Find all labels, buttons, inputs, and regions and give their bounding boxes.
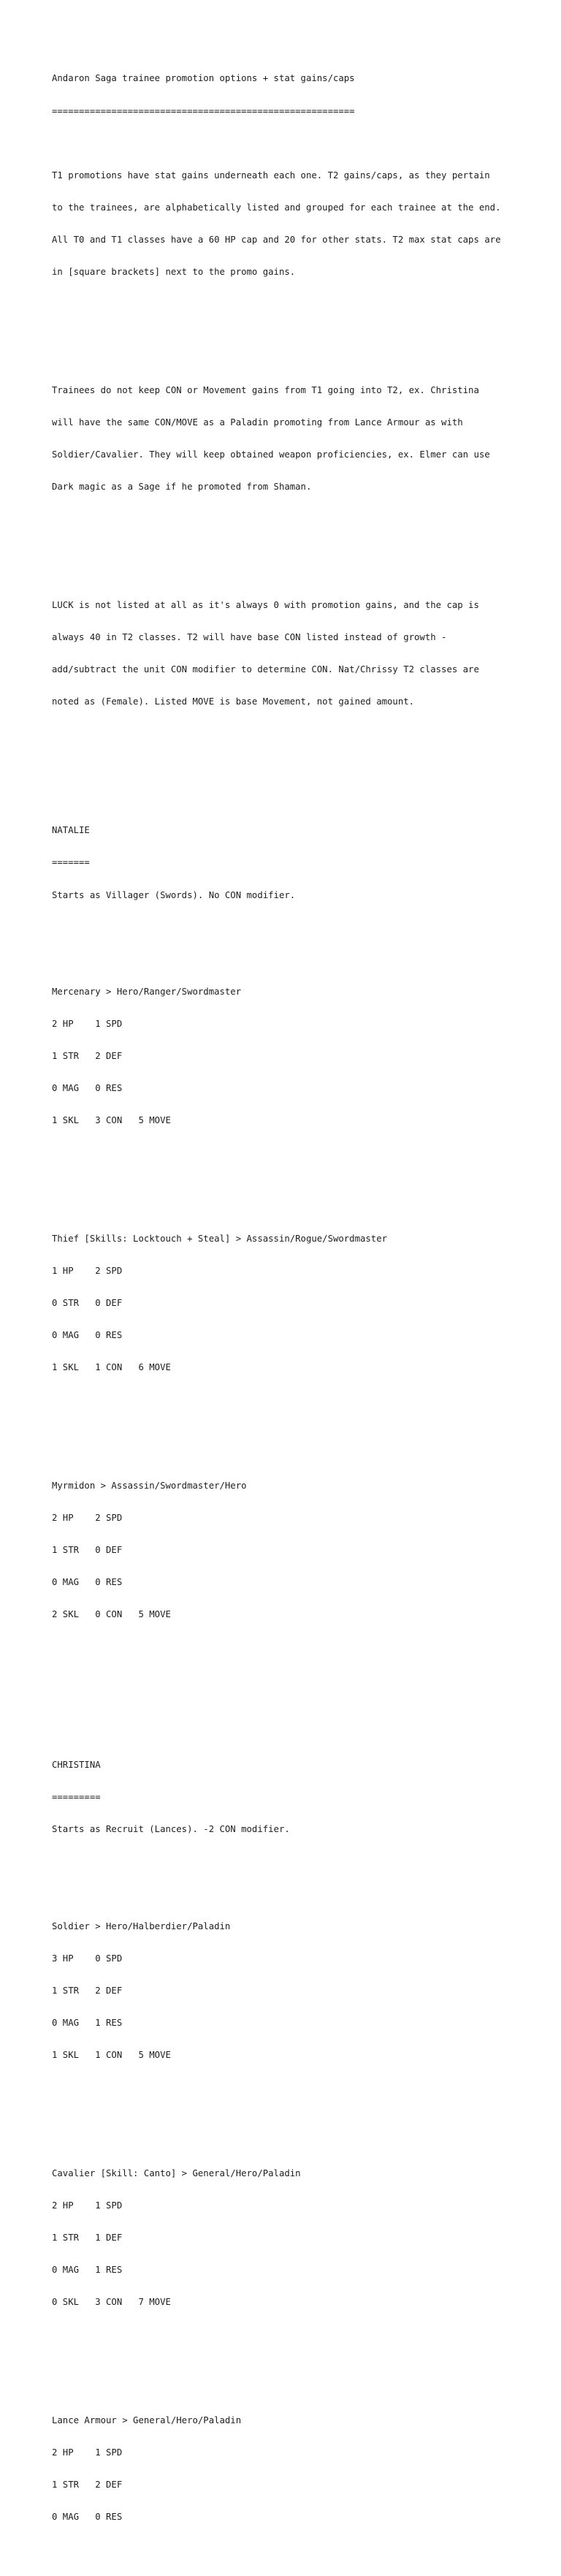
text-line: All T0 and T1 classes have a 60 HP cap and 20 for other stats. T2 max stat caps are xyxy=(52,234,501,245)
text-line: Soldier/Cavalier. They will keep obtained weapon proficiencies, ex. Elmer can use xyxy=(52,449,490,460)
stat-line: 2 HP 2 SPD xyxy=(52,1513,123,1524)
text-line: LUCK is not listed at all as it's always 0 with promotion gains, and the cap is xyxy=(52,599,479,610)
class-header: Mercenary > Hero/Ranger/Swordmaster xyxy=(52,986,242,997)
intro-paragraph-2 xyxy=(52,363,549,514)
intro-paragraph-1 xyxy=(52,148,549,299)
blank-line xyxy=(52,2351,549,2362)
stat-line: 1 STR 2 DEF xyxy=(52,2480,123,2490)
title-rule: ======================================================== xyxy=(52,105,355,116)
stat-line: 1 SKL 3 CON 5 MOVE xyxy=(52,1115,171,1126)
blank-line xyxy=(52,2104,549,2115)
text-line: Trainees do not keep CON or Movement gains from T1 going into T2, ex. Christina xyxy=(52,384,479,395)
class-block xyxy=(52,1459,549,1642)
stat-line: 0 MAG 0 RES xyxy=(52,1083,123,1094)
stat-line: 0 MAG 0 RES xyxy=(52,1577,123,1588)
blank-line xyxy=(52,1856,549,1867)
stat-line: 1 SKL 1 CON 6 MOVE xyxy=(52,1362,171,1373)
text-line: in [square brackets] next to the promo gains. xyxy=(52,266,296,277)
trainee-rule: ========= xyxy=(52,1792,101,1803)
stat-line: 1 STR 2 DEF xyxy=(52,1051,123,1062)
text-line: to the trainees, are alphabetically listed and grouped for each trainee at the end. xyxy=(52,202,501,213)
stat-line: 0 MAG 1 RES xyxy=(52,2265,123,2276)
document-title: Andaron Saga trainee promotion options + stat gains/caps xyxy=(52,73,355,84)
trainee-start: Starts as Recruit (Lances). -2 CON modifier. xyxy=(52,1824,290,1835)
trainee-name: CHRISTINA xyxy=(52,1760,101,1771)
class-header: Myrmidon > Assassin/Swordmaster/Hero xyxy=(52,1481,247,1491)
stat-line: 2 HP 1 SPD xyxy=(52,2200,123,2211)
stat-line: 0 SKL 3 CON 7 MOVE xyxy=(52,2297,171,2308)
class-header: Lance Armour > General/Hero/Paladin xyxy=(52,2414,242,2425)
class-header: Thief [Skills: Locktouch + Steal] > Assassin/Rogue/Swordmaster xyxy=(52,1233,388,1244)
stat-line: 0 MAG 1 RES xyxy=(52,2017,123,2028)
text-line: noted as (Female). Listed MOVE is base Movement, not gained amount. xyxy=(52,696,415,707)
class-header: Cavalier [Skill: Canto] > General/Hero/Paladin xyxy=(52,2167,301,2178)
stat-line: 2 HP 1 SPD xyxy=(52,1018,123,1029)
class-header: Soldier > Hero/Halberdier/Paladin xyxy=(52,1920,231,1931)
text-line: always 40 in T2 classes. T2 will have base CON listed instead of growth - xyxy=(52,631,447,642)
blank-line xyxy=(52,922,549,933)
trainee-rule: ======= xyxy=(52,857,90,868)
class-block xyxy=(52,965,549,1147)
stat-line: 1 STR 2 DEF xyxy=(52,1985,123,1996)
text-line: will have the same CON/MOVE as a Paladin promoting from Lance Armour as with xyxy=(52,417,463,428)
trainee-section-christina xyxy=(52,1739,549,2566)
stat-line: 1 SKL 1 CON 5 MOVE xyxy=(52,2050,171,2061)
stat-line: 2 SKL 0 CON 5 MOVE xyxy=(52,1609,171,1620)
class-block xyxy=(52,2393,549,2544)
stat-line: 3 HP 0 SPD xyxy=(52,1953,123,1964)
stat-line: 0 MAG 0 RES xyxy=(52,2512,123,2523)
class-block xyxy=(52,1212,549,1395)
blank-line xyxy=(52,1416,549,1427)
class-block xyxy=(52,1899,549,2082)
stat-line: 1 HP 2 SPD xyxy=(52,1266,123,1277)
trainee-start: Starts as Villager (Swords). No CON modifier. xyxy=(52,889,296,900)
intro-paragraph-3 xyxy=(52,578,549,729)
stat-line: 0 STR 0 DEF xyxy=(52,1298,123,1309)
blank-line xyxy=(52,1684,549,1695)
blank-line xyxy=(52,750,549,761)
stat-line: 1 STR 0 DEF xyxy=(52,1545,123,1556)
stat-line: 2 HP 1 SPD xyxy=(52,2447,123,2458)
trainee-section-natalie xyxy=(52,804,549,1663)
stat-line: 1 STR 1 DEF xyxy=(52,2232,123,2243)
text-line: T1 promotions have stat gains underneath each one. T2 gains/caps, as they pertain xyxy=(52,170,490,181)
class-block xyxy=(52,2146,549,2329)
trainee-name: NATALIE xyxy=(52,825,90,836)
blank-line xyxy=(52,320,549,331)
document-page xyxy=(52,52,549,2576)
blank-line xyxy=(52,1169,549,1180)
blank-line xyxy=(52,535,549,546)
text-line: add/subtract the unit CON modifier to determine CON. Nat/Chrissy T2 classes are xyxy=(52,664,479,675)
stat-line: 0 MAG 0 RES xyxy=(52,1330,123,1341)
text-line: Dark magic as a Sage if he promoted from Shaman. xyxy=(52,481,312,492)
